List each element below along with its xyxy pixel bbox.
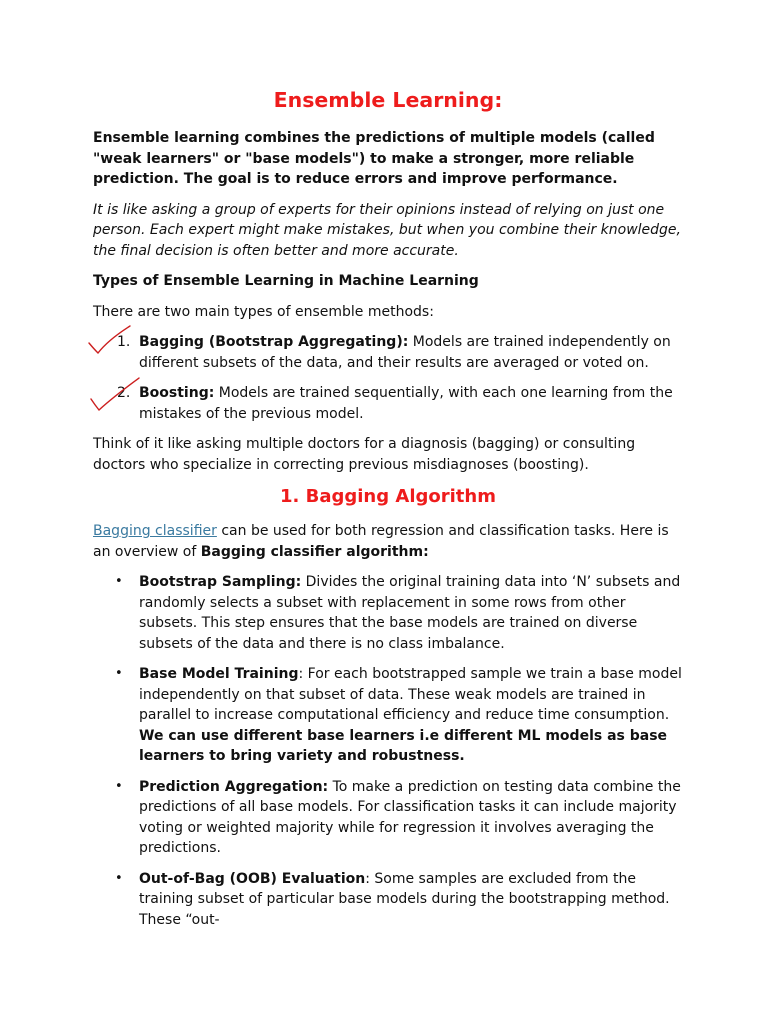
bullet-term: Out-of-Bag (OOB) Evaluation xyxy=(139,870,366,887)
bullet-term: Base Model Training xyxy=(139,666,299,682)
bullet-desc: : For each bootstrapped sample we train a base model independently on that subset of data. These weak models are trained in parallel to increase computational efficiency and reduce time consumption. xyxy=(139,666,682,723)
types-lead: There are two main types of ensemble methods: xyxy=(93,303,434,320)
intro-paragraph: Ensemble learning combines the predictions of multiple models (called "weak learners" or "base models") to make a stronger, more reliable prediction. The goal is to reduce errors and improve performance. xyxy=(93,130,655,187)
overview-paragraph xyxy=(93,521,683,562)
bullet-desc: Divides the original training data into ‘N’ subsets and randomly selects a subset with replacement in some rows from other subsets. This step ensures that the base models are trained on diverse subsets of the data and there is no class imbalance. xyxy=(139,574,681,652)
bullet-term: Prediction Aggregation: xyxy=(139,778,329,795)
bullet-desc: To make a prediction on testing data combine the predictions of all base models. For classification tasks it can include majority voting or weighted majority while for regression it involves averaging the predictions. xyxy=(139,778,681,856)
doctors-paragraph: Think of it like asking multiple doctors for a diagnosis (bagging) or consulting doctors who specialize in correcting previous misdiagnoses (boosting). xyxy=(93,436,636,473)
overview-bold: Bagging classifier algorithm: xyxy=(200,543,429,560)
bullet-marker: • xyxy=(115,778,123,794)
list-number: 2. xyxy=(117,385,131,401)
list-item-bagging xyxy=(93,332,683,373)
bullet-item-aggregation xyxy=(93,777,683,859)
bagging-classifier-link[interactable]: Bagging classifier xyxy=(93,523,217,539)
list-desc: Models are trained sequentially, with each one learning from the mistakes of the previous model. xyxy=(139,385,673,422)
bullet-marker: • xyxy=(115,870,123,886)
bullet-item-base-model xyxy=(93,664,683,767)
bullet-item-bootstrap xyxy=(93,572,683,654)
document-body xyxy=(93,86,683,940)
bullet-bold-tail: We can use different base learners i.e different ML models as base learners to bring variety and robustness. xyxy=(139,727,668,764)
list-item-boosting xyxy=(93,383,683,424)
types-heading: Types of Ensemble Learning in Machine Learning xyxy=(93,273,479,289)
bullet-item-oob xyxy=(93,869,683,931)
list-term: Bagging (Bootstrap Aggregating): xyxy=(139,334,409,350)
bullet-term: Bootstrap Sampling: xyxy=(139,574,302,590)
overview-text: can be used for both regression and classification tasks. Here is an overview of xyxy=(93,523,669,560)
section-heading-bagging: 1. Bagging Algorithm xyxy=(280,486,496,507)
page-title: Ensemble Learning: xyxy=(273,88,503,112)
list-term: Boosting: xyxy=(139,385,215,401)
bullet-marker: • xyxy=(115,666,123,681)
list-number: 1. xyxy=(117,334,131,350)
list-desc: Models are trained independently on different subsets of the data, and their results are averaged or voted on. xyxy=(139,334,671,371)
bullet-marker: • xyxy=(115,574,123,589)
analogy-paragraph: It is like asking a group of experts for their opinions instead of relying on just one person. Each expert might make mistakes, but when you combine their knowledge, the final decision is often better and more accurate. xyxy=(93,201,681,259)
bullet-desc: : Some samples are excluded from the training subset of particular base models during the bootstrapping method. These “out- xyxy=(139,870,670,928)
